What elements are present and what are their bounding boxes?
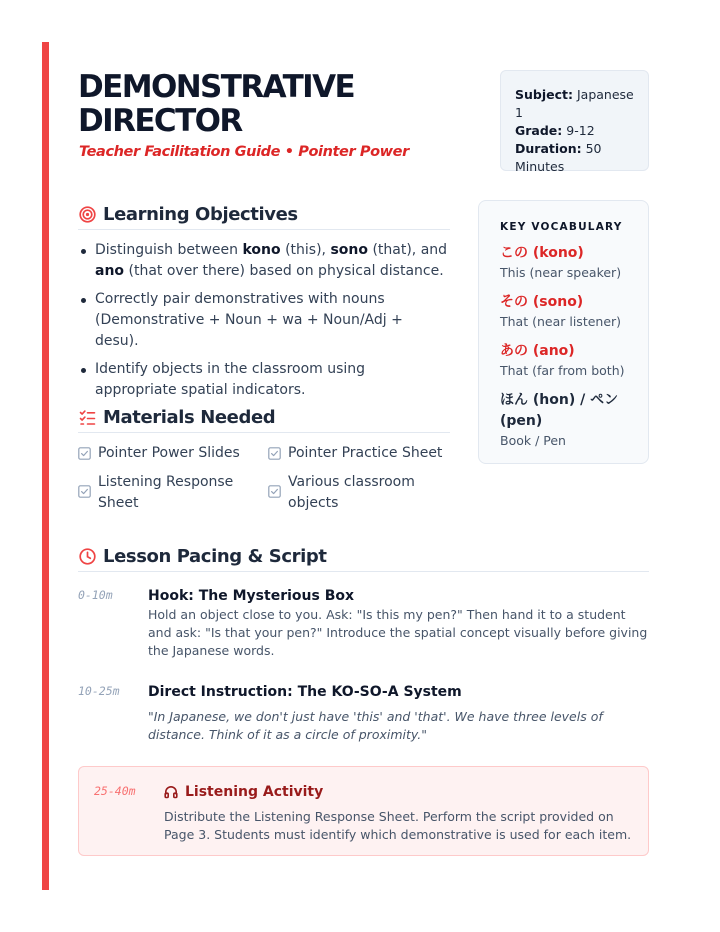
objectives-list [78, 240, 450, 408]
row-quote: "In Japanese, we don't just have 'this' and 'that'. We have three levels of distance. Think of it as a circle of proximity." [148, 709, 603, 742]
key-vocabulary-card [478, 200, 649, 464]
vocab-term: この (kono) [500, 245, 584, 261]
row-title: Hook: The Mysterious Box [148, 588, 355, 604]
vocab-heading: KEY VOCABULARY [500, 221, 623, 233]
pacing-row [78, 586, 650, 666]
row-text: Hold an object close to you. Ask: "Is this my pen?" Then hand it to a student and ask: "Is that your pen?" Introduce the spatial concept visually before giving the Japanese words. [148, 607, 648, 658]
pacing-row-body [164, 782, 644, 844]
list-item: Various classroom objects [268, 472, 450, 514]
vocab-term: ほん (hon) / ペン (pen) [500, 392, 619, 429]
row-title: Direct Instruction: The KO-SO-A System [148, 684, 462, 700]
headphones-icon [164, 785, 178, 799]
list-item: Pointer Power Slides [78, 443, 268, 464]
lesson-meta-card [500, 70, 649, 174]
vocab-term: その (sono) [500, 294, 584, 310]
vocab-definition: This (near speaker) [500, 265, 622, 280]
materials-heading: Materials Needed [78, 403, 450, 433]
clock-icon [78, 548, 96, 566]
checkbox-icon [268, 447, 281, 460]
vocab-item [500, 243, 638, 282]
pacing-row-body [148, 586, 648, 660]
time-range: 0-10m [78, 588, 113, 602]
listening-activity-box [78, 766, 649, 856]
vocab-definition: That (far from both) [500, 363, 625, 378]
checklist-icon [78, 409, 96, 427]
pacing-row [78, 682, 650, 752]
list-item: Correctly pair demonstratives with nouns (Demonstrative + Noun + wa + Noun/Adj + desu). [78, 289, 450, 352]
vocab-term: あの (ano) [500, 343, 575, 359]
objectives-heading: Learning Objectives [78, 200, 450, 230]
checkbox-icon [78, 485, 91, 498]
list-item: Listening Response Sheet [78, 472, 268, 514]
time-range: 25-40m [94, 784, 136, 798]
page-subtitle: Teacher Facilitation Guide • Pointer Power [79, 144, 409, 160]
meta-subject: Subject: Japanese 1 [515, 87, 634, 120]
vocab-item [500, 390, 638, 450]
time-range: 10-25m [78, 684, 120, 698]
list-item: Pointer Practice Sheet [268, 443, 450, 464]
row-title: Listening Activity [164, 782, 644, 802]
meta-duration: Duration: 50 Minutes [515, 141, 602, 174]
vocab-definition: That (near listener) [500, 314, 622, 329]
vocab-item [500, 341, 638, 380]
checkbox-icon [78, 447, 91, 460]
row-text: Distribute the Listening Response Sheet. Perform the script provided on Page 3. Students must identify which demonstrative is used for each item. [164, 809, 632, 842]
list-item: Distinguish between kono (this), sono (that), and ano (that over there) based on physical distance. [78, 240, 450, 282]
pacing-row-body [148, 682, 648, 744]
vocab-definition: Book / Pen [500, 433, 566, 448]
list-item: Identify objects in the classroom using appropriate spatial indicators. [78, 359, 450, 401]
materials-list [78, 443, 450, 514]
page-title: DEMONSTRATIVE DIRECTOR [78, 69, 355, 139]
target-icon [78, 206, 96, 224]
checkbox-icon [268, 485, 281, 498]
vocab-item [500, 292, 638, 331]
pacing-heading: Lesson Pacing & Script [78, 542, 649, 572]
meta-grade: Grade: 9-12 [515, 123, 595, 138]
accent-bar [42, 42, 49, 890]
